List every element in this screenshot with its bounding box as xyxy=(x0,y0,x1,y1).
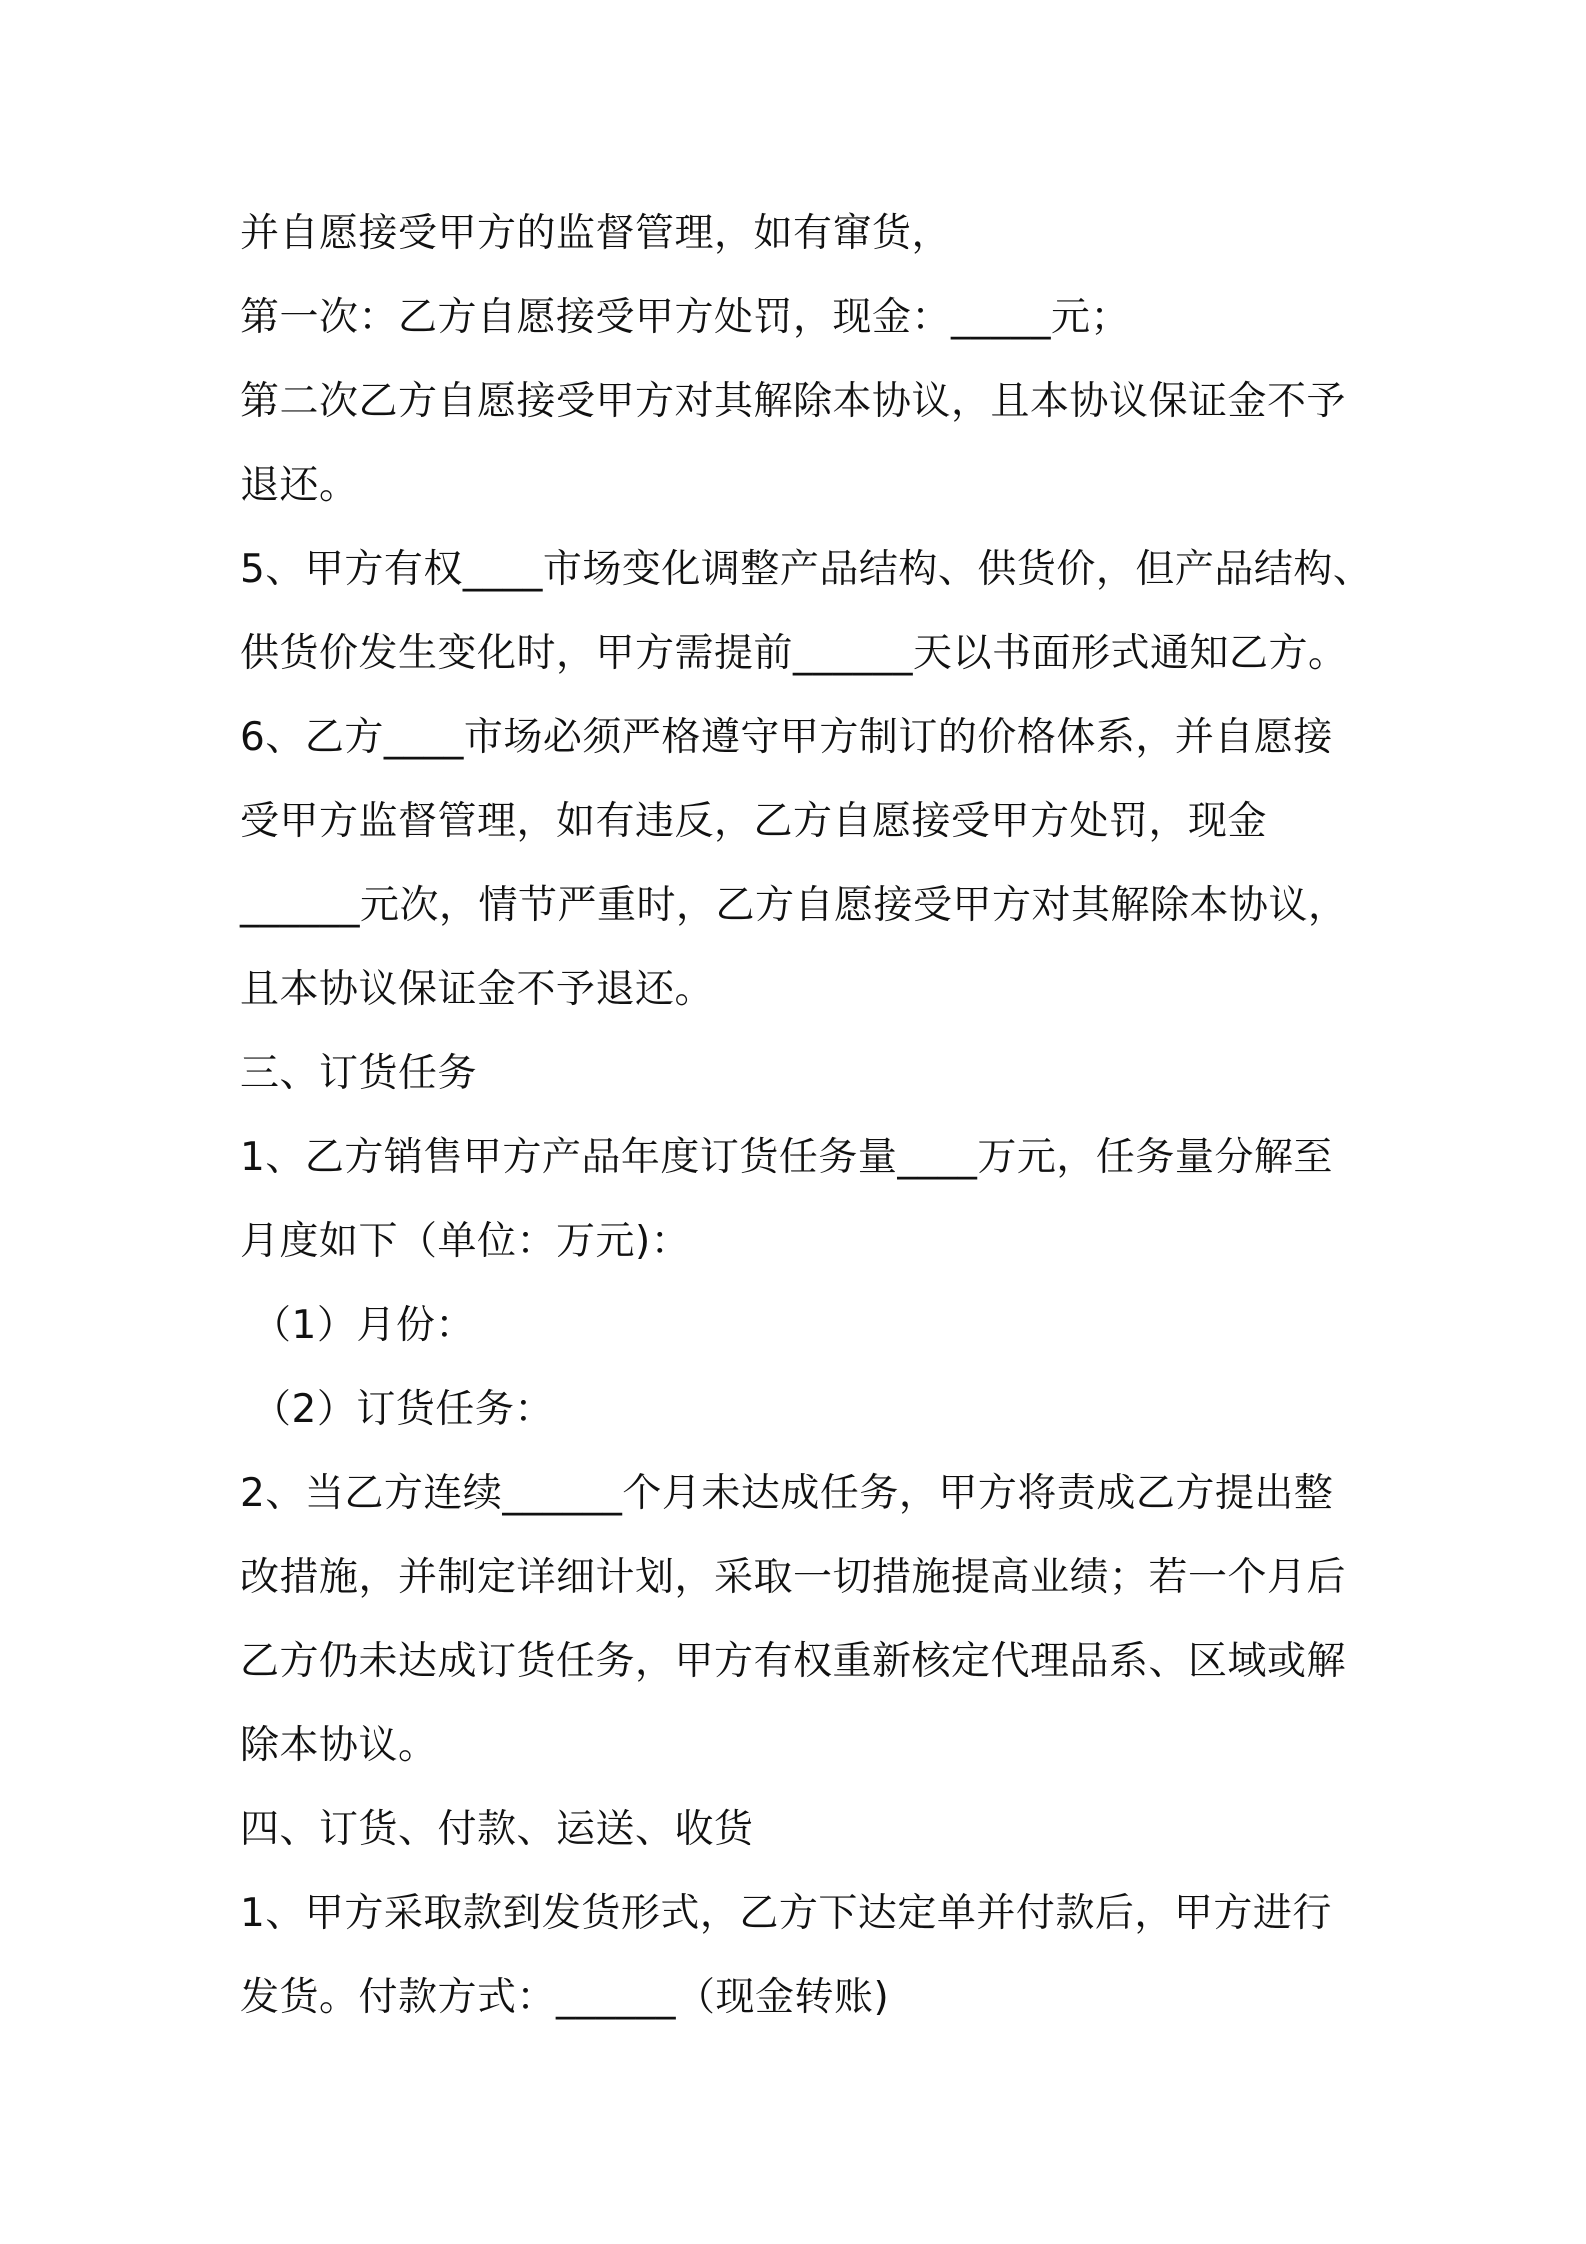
section-heading: 三、订货任务 xyxy=(240,1051,478,1096)
text-line: 1、甲方采取款到发货形式，乙方下达定单并付款后，甲方进行 xyxy=(240,1891,1332,1936)
text-line: 5、甲方有权____市场变化调整产品结构、供货价，但产品结构、 xyxy=(240,547,1373,592)
text-line: ______元次，情节严重时，乙方自愿接受甲方对其解除本协议， xyxy=(240,883,1348,928)
text-line: 乙方仍未达成订货任务，甲方有权重新核定代理品系、区域或解 xyxy=(240,1639,1347,1684)
text-line: 月度如下（单位：万元)： xyxy=(240,1219,691,1264)
text-line: 1、乙方销售甲方产品年度订货任务量____万元，任务量分解至 xyxy=(240,1135,1333,1180)
list-item: （1）月份： xyxy=(252,1303,475,1348)
text-line: 退还。 xyxy=(240,463,359,508)
text-line: 除本协议。 xyxy=(240,1723,438,1768)
document-body xyxy=(240,192,1373,2040)
text-line: 第二次乙方自愿接受甲方对其解除本协议，且本协议保证金不予 xyxy=(240,379,1347,424)
text-line: 且本协议保证金不予退还。 xyxy=(240,967,715,1012)
text-line: 受甲方监督管理，如有违反，乙方自愿接受甲方处罚，现金 xyxy=(240,799,1268,844)
section-heading: 四、订货、付款、运送、收货 xyxy=(240,1807,754,1852)
text-line: 第一次：乙方自愿接受甲方处罚，现金：_____元； xyxy=(240,295,1131,340)
list-item: （2）订货任务： xyxy=(252,1387,554,1432)
text-line: 改措施，并制定详细计划，采取一切措施提高业绩；若一个月后 xyxy=(240,1555,1347,1600)
text-line: 发货。付款方式：______（现金转账) xyxy=(240,1975,890,2020)
text-line: 并自愿接受甲方的监督管理，如有窜货， xyxy=(240,211,952,256)
text-line: 供货价发生变化时，甲方需提前______天以书面形式通知乙方。 xyxy=(240,631,1348,676)
text-line: 2、当乙方连续______个月未达成任务，甲方将责成乙方提出整 xyxy=(240,1471,1334,1516)
text-line: 6、乙方____市场必须严格遵守甲方制订的价格体系，并自愿接 xyxy=(240,715,1333,760)
